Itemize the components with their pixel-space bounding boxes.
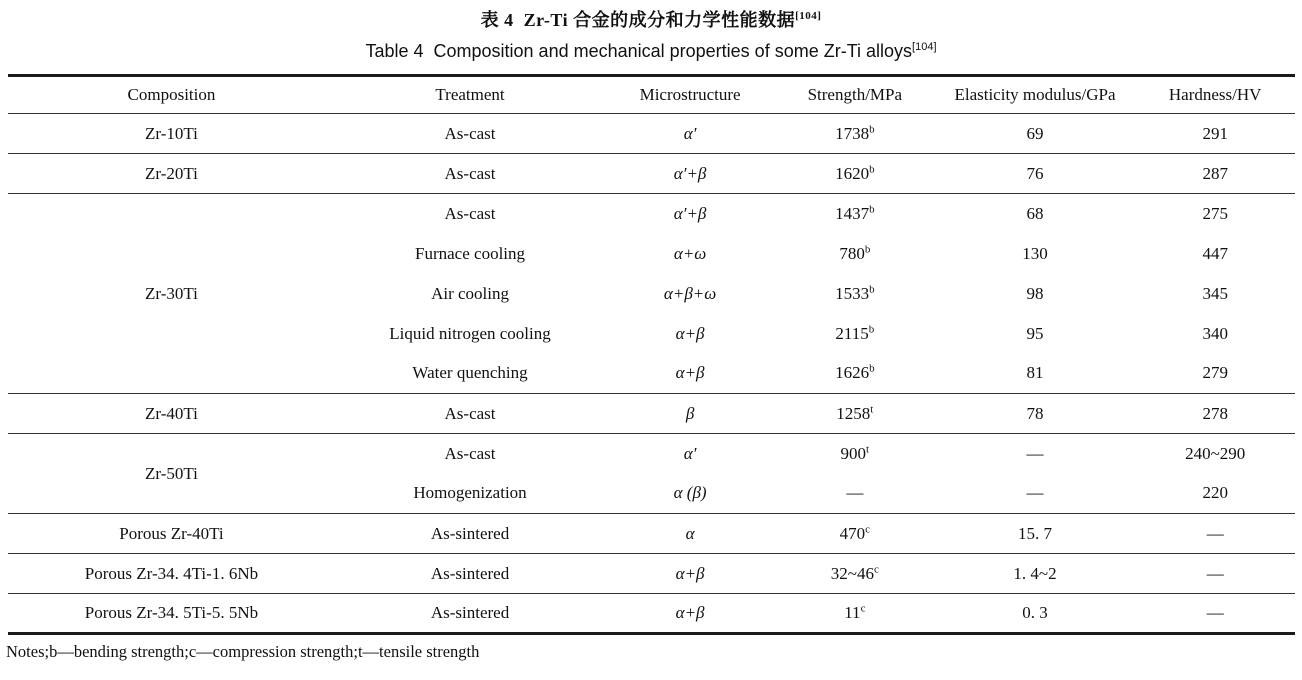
- table-title-chinese: [0, 6, 1302, 32]
- strength-footnote-mark: b: [869, 122, 875, 135]
- composition-cell: Zr-30Ti: [8, 194, 335, 394]
- modulus-cell: —: [1026, 443, 1044, 463]
- strength-footnote-mark: b: [864, 242, 871, 255]
- microstructure-cell: α′: [683, 443, 697, 463]
- microstructure-cell: α+β: [675, 323, 705, 343]
- treatment-cell: Air cooling: [431, 283, 509, 303]
- table-row: [8, 434, 1295, 474]
- table-title-english: [0, 41, 1302, 62]
- citation-ref-english: [104]: [912, 41, 937, 53]
- treatment-cell: As-sintered: [430, 603, 510, 622]
- table-row: [8, 114, 1295, 154]
- strength-cell: [775, 154, 935, 194]
- strength-cell: [775, 274, 935, 314]
- microstructure-cell: β: [605, 394, 775, 434]
- strength-footnote-mark: b: [869, 162, 875, 175]
- modulus-cell: 15. 7: [935, 514, 1136, 554]
- strength-footnote-mark: t: [866, 443, 870, 456]
- strength-footnote-mark: b: [869, 282, 875, 295]
- strength-footnote-mark: c: [860, 602, 866, 615]
- microstructure-cell: α+β: [605, 354, 775, 394]
- strength-footnote-mark: c: [873, 562, 879, 575]
- modulus-cell: 130: [1022, 243, 1048, 263]
- strength-cell: [775, 114, 935, 154]
- strength-value: 1437: [835, 203, 870, 223]
- modulus-cell: —: [935, 474, 1136, 514]
- modulus-cell: 1. 4~2: [935, 554, 1136, 594]
- col-header-treatment: Treatment: [335, 76, 605, 114]
- treatment-cell: As-sintered: [335, 554, 605, 594]
- col-header-elasticity-modulus: Elasticity modulus/GPa: [935, 76, 1136, 114]
- hardness-cell: —: [1135, 554, 1295, 594]
- strength-cell: [775, 234, 935, 274]
- microstructure-cell: α+ω: [673, 243, 707, 263]
- treatment-cell: As-cast: [335, 394, 605, 434]
- strength-value: 32~46: [830, 563, 874, 583]
- microstructure-cell: α+β: [675, 603, 705, 622]
- microstructure-cell: α (β): [605, 474, 775, 514]
- citation-ref-chinese: [104]: [795, 10, 822, 22]
- composition-cell: Zr-10Ti: [8, 114, 335, 154]
- treatment-cell: Water quenching: [335, 354, 605, 394]
- strength-value: 470: [839, 523, 866, 543]
- strength-footnote-mark: c: [865, 522, 871, 535]
- treatment-cell: Homogenization: [335, 474, 605, 514]
- hardness-cell: 287: [1135, 154, 1295, 194]
- strength-cell: [775, 194, 935, 234]
- composition-cell: Zr-40Ti: [8, 394, 335, 434]
- strength-cell: [775, 354, 935, 394]
- table-row: [8, 194, 1295, 234]
- composition-cell: Porous Zr-34. 5Ti-5. 5Nb: [84, 603, 259, 622]
- microstructure-cell: α+β: [605, 554, 775, 594]
- composition-cell: Porous Zr-40Ti: [8, 514, 335, 554]
- modulus-cell: 68: [1026, 203, 1044, 223]
- strength-footnote-mark: t: [870, 402, 874, 415]
- strength-footnote-mark: b: [868, 322, 875, 335]
- strength-cell: [775, 434, 935, 474]
- microstructure-cell: α′+β: [605, 154, 775, 194]
- composition-cell: Porous Zr-34. 4Ti-1. 6Nb: [8, 554, 335, 594]
- modulus-cell: 0. 3: [1022, 603, 1048, 622]
- treatment-cell: Furnace cooling: [415, 243, 526, 263]
- modulus-cell: 95: [1026, 323, 1044, 343]
- strength-value: 2115: [835, 323, 869, 343]
- composition-cell: Zr-20Ti: [8, 154, 335, 194]
- strength-value: 1620: [835, 163, 870, 183]
- table-row: [8, 154, 1295, 194]
- hardness-cell: 275: [1202, 203, 1228, 223]
- strength-cell: [775, 394, 935, 434]
- table-row: [8, 394, 1295, 434]
- hardness-cell: —: [1206, 603, 1224, 622]
- alloy-properties-table: [8, 74, 1295, 635]
- strength-value: 1626: [835, 363, 870, 383]
- col-header-hardness: Hardness/HV: [1135, 76, 1295, 114]
- modulus-cell: 69: [935, 114, 1136, 154]
- modulus-cell: 78: [935, 394, 1136, 434]
- treatment-cell: As-cast: [335, 114, 605, 154]
- hardness-cell: —: [1135, 514, 1295, 554]
- strength-cell: [775, 554, 935, 594]
- hardness-cell: 447: [1202, 243, 1228, 263]
- modulus-cell: 81: [935, 354, 1136, 394]
- strength-value: 1533: [835, 283, 870, 303]
- strength-value: 1738: [835, 123, 870, 143]
- hardness-cell: 291: [1135, 114, 1295, 154]
- table-footnotes: Notes;b—bending strength;c—compression strength;t—tensile strength: [6, 642, 480, 661]
- strength-cell: [775, 594, 935, 634]
- table-row: [8, 594, 1295, 634]
- table-title-chinese-text: 表 4 Zr-Ti 合金的成分和力学性能数据: [480, 10, 796, 30]
- table-row: [8, 514, 1295, 554]
- hardness-cell: 240~290: [1185, 443, 1246, 463]
- composition-cell: Zr-50Ti: [8, 434, 335, 514]
- hardness-cell: 345: [1202, 283, 1228, 303]
- modulus-cell: 76: [935, 154, 1136, 194]
- header-row: [8, 76, 1295, 114]
- hardness-cell: 340: [1202, 323, 1228, 343]
- treatment-cell: As-cast: [444, 443, 496, 463]
- strength-value: 780: [839, 243, 865, 263]
- microstructure-cell: α+β+ω: [663, 283, 717, 303]
- hardness-cell: 220: [1135, 474, 1295, 514]
- microstructure-cell: α′: [605, 114, 775, 154]
- strength-value: 1258: [836, 403, 871, 423]
- hardness-cell: 278: [1135, 394, 1295, 434]
- microstructure-cell: α: [605, 514, 775, 554]
- table-caption-block: [0, 0, 1302, 62]
- strength-cell: [775, 314, 935, 354]
- table-row: [8, 554, 1295, 594]
- strength-value: —: [846, 483, 864, 503]
- treatment-cell: As-cast: [335, 154, 605, 194]
- treatment-cell: As-cast: [444, 203, 496, 223]
- treatment-cell: As-sintered: [335, 514, 605, 554]
- table-title-english-text: Table 4 Composition and mechanical properties of some Zr-Ti alloys: [365, 41, 913, 61]
- col-header-strength: Strength/MPa: [775, 76, 935, 114]
- col-header-microstructure: Microstructure: [605, 76, 775, 114]
- strength-footnote-mark: b: [869, 362, 875, 375]
- treatment-cell: Liquid nitrogen cooling: [389, 323, 551, 343]
- strength-cell: [775, 514, 935, 554]
- strength-cell: [775, 474, 935, 514]
- microstructure-cell: α′+β: [673, 203, 707, 223]
- strength-value: 11: [844, 603, 861, 622]
- hardness-cell: 279: [1135, 354, 1295, 394]
- modulus-cell: 98: [1026, 283, 1044, 303]
- strength-footnote-mark: b: [869, 203, 875, 216]
- strength-value: 900: [840, 443, 867, 463]
- col-header-composition: Composition: [8, 76, 335, 114]
